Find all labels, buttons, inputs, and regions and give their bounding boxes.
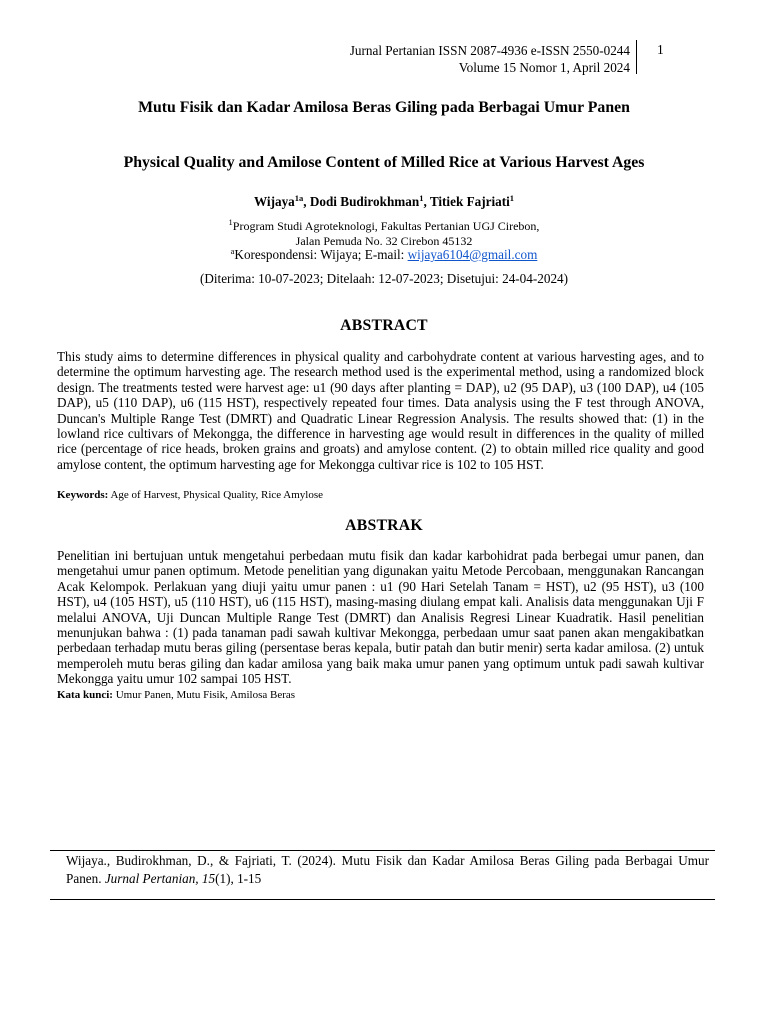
journal-volume-line: Volume 15 Nomor 1, April 2024 (458, 60, 630, 75)
title-english: Physical Quality and Amilose Content of Milled Rice at Various Harvest Ages (123, 154, 645, 171)
citation-tail: (1), 1-15 (215, 871, 262, 886)
author-separator: , (423, 194, 430, 209)
page-number: 1 (657, 42, 664, 57)
journal-issn-line: Jurnal Pertanian ISSN 2087-4936 e-ISSN 2550-0244 (349, 43, 630, 58)
abstract-body: This study aims to determine differences in physical quality and carbohydrate content at various harvesting ages, and to determine the optimum harvesting age. The research method used is the experimental method, using a randomized block design. The treatments tested were harvest age: u1 (90 days after planting = DAP), u2 (95 DAP), u3 (100 DAP), u4 (105 DAP), u5 (110 DAP), u6 (115 HST), respectively repeated four times. Data analysis using the F test through ANOVA, Duncan's Multiple Range Test (DMRT) and Quadratic Linear Regression Analysis. The results showed that: (1) in the lowland rice cultivars of Mekongga, the difference in harvesting age would result in differences in the quality of milled rice (percentage of rice heads, broken grains and groats) and amylose content. (2) to obtain milled rice quality and good amylose content, the optimum harvesting age for Mekongga cultivar rice is 102 to 105 HST. (57, 349, 704, 472)
submission-dates: (Diterima: 10-07-2023; Ditelaah: 12-07-2023; Disetujui: 24-04-2024) (199, 271, 569, 286)
author-sup: 1 (509, 193, 515, 203)
author-name: Dodi Budirokhman (309, 194, 420, 209)
citation-top-rule (50, 850, 715, 851)
abstract-heading: ABSTRACT (340, 317, 428, 334)
kata-kunci-label: Kata kunci: (57, 689, 113, 701)
affiliation-sup: 1 (228, 217, 233, 227)
affiliation-line-1 (40, 219, 728, 234)
author-list (40, 194, 728, 210)
keywords-label: Keywords: (57, 489, 109, 501)
correspondence-sup: a (230, 246, 235, 256)
author-name: Titiek Fajriati (429, 194, 510, 209)
author-sup: 1a (294, 193, 304, 203)
abstrak-heading: ABSTRAK (345, 517, 423, 534)
affiliation-text: Program Studi Agroteknologi, Fakultas Pertanian UGJ Cirebon, (232, 219, 540, 233)
author-separator: , (303, 194, 310, 209)
kata-kunci-line (57, 689, 704, 702)
citation-journal: Jurnal Pertanian, 15 (104, 871, 216, 886)
keywords-line (57, 489, 704, 502)
title-indonesian: Mutu Fisik dan Kadar Amilosa Beras Giling pada Berbagai Umur Panen (138, 99, 630, 116)
citation-box (66, 852, 709, 888)
author-sup: 1 (419, 193, 424, 203)
abstrak-body: Penelitian ini bertujuan untuk mengetahui perbedaan mutu fisik dan kadar karbohidrat pada berbegai umur panen, dan mengetahui umur panen optimum. Metode penelitian yang digunakan yaitu Metode Percobaan, menggunakan Rancangan Acak Kelompok. Perlakuan yang diuji yaitu umur panen : u1 (90 Hari Setelah Tanam = HST), u2 (95 HST), u3 (100 HST), u4 (105 HST), u5 (110 HST), u6 (115 HST), masing-masing diulang empat kali. Analisis data menggunakan Uji F melalui ANOVA, Uji Duncan Multiple Range Test (DMRT) dan Analisis Regresi Linear Kuadratik. Hasil penelitian menunjukan bahwa : (1) pada tanaman padi sawah kultivar Mekongga, perbedaan umur saat panen akan mengakibatkan perbedaan terhadap mutu beras giling (persentase beras kepala, butir patah dan butir menir) serta kadar amilosa. (2) untuk memperoleh mutu beras giling dan kadar amilosa yang baik maka umur panen yang optimum untuk padi sawah kultivar Mekongga yaitu umur 102 sampai 105 HST. (57, 548, 704, 687)
author-name: Wijaya (253, 194, 295, 209)
affiliation-line-2: Jalan Pemuda No. 32 Cirebon 45132 (295, 234, 473, 248)
header-divider (636, 40, 637, 74)
keywords-value: Age of Harvest, Physical Quality, Rice Amylose (110, 489, 324, 501)
citation-bottom-rule (50, 899, 715, 900)
email-link[interactable]: wijaya6104@gmail.com (407, 247, 538, 262)
kata-kunci-value: Umur Panen, Mutu Fisik, Amilosa Beras (115, 689, 296, 701)
correspondence-text: Korespondensi: Wijaya; E-mail: (234, 247, 408, 262)
citation-text: Wijaya., Budirokhman, D., & Fajriati, T. (2024). Mutu Fisik dan Kadar Amilosa Beras Giling pada Berbagai Umur Panen. (66, 853, 709, 886)
journal-header (350, 42, 630, 76)
correspondence-line (40, 247, 728, 263)
